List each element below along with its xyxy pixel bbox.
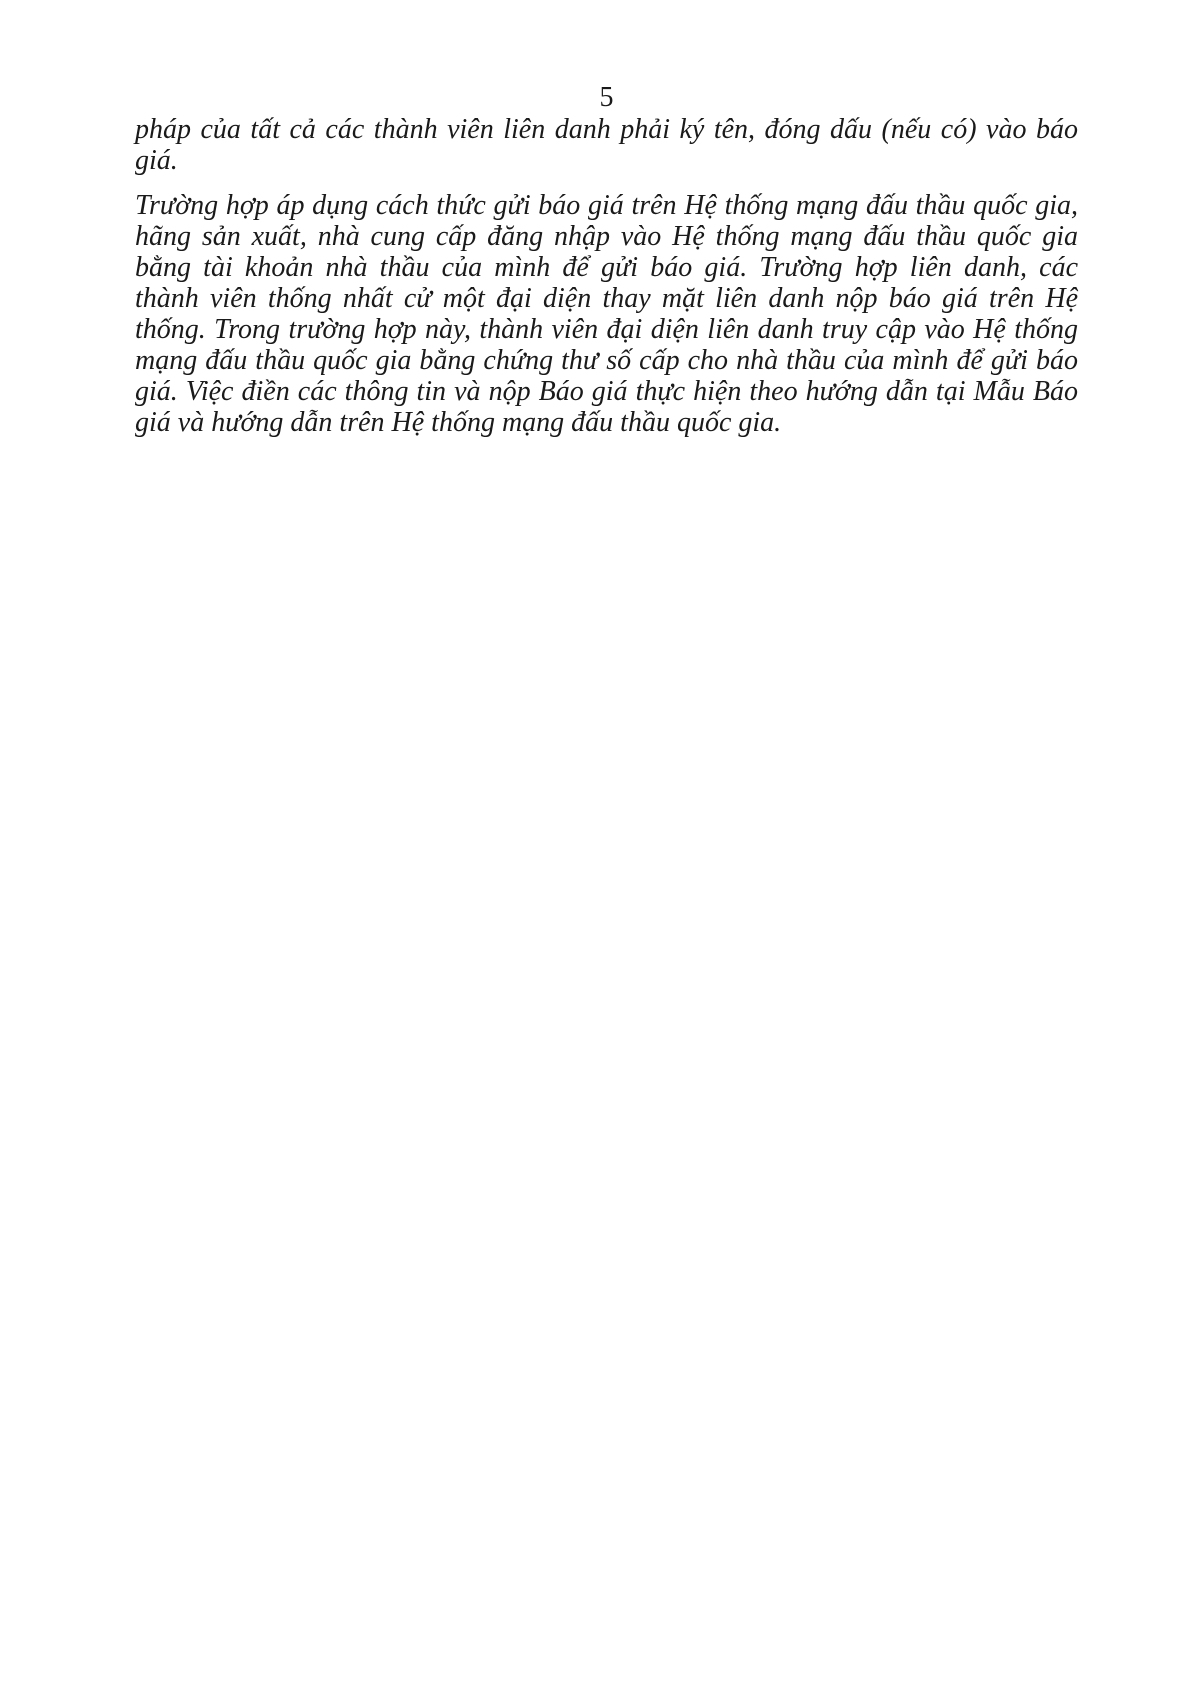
paragraph bbox=[135, 190, 1078, 438]
text-line: hãng sản xuất, nhà cung cấp đăng nhập vào Hệ thống mạng đấu thầu quốc gia bbox=[135, 221, 1078, 252]
text-line: pháp của tất cả các thành viên liên danh phải ký tên, đóng dấu (nếu có) vào báo bbox=[135, 114, 1078, 145]
page-body-text bbox=[135, 114, 1078, 438]
text-line: Trường hợp áp dụng cách thức gửi báo giá trên Hệ thống mạng đấu thầu quốc gia, bbox=[135, 190, 1078, 221]
text-line: giá và hướng dẫn trên Hệ thống mạng đấu thầu quốc gia. bbox=[135, 407, 782, 438]
page-number: 5 bbox=[599, 82, 614, 113]
text-line: thống. Trong trường hợp này, thành viên đại diện liên danh truy cập vào Hệ thống bbox=[135, 314, 1078, 345]
paragraph bbox=[135, 114, 1078, 176]
text-line: bằng tài khoản nhà thầu của mình để gửi báo giá. Trường hợp liên danh, các bbox=[135, 252, 1078, 283]
text-line: giá. bbox=[135, 145, 178, 176]
text-line: giá. Việc điền các thông tin và nộp Báo giá thực hiện theo hướng dẫn tại Mẫu Báo bbox=[135, 376, 1078, 407]
text-line: thành viên thống nhất cử một đại diện thay mặt liên danh nộp báo giá trên Hệ bbox=[135, 283, 1078, 314]
text-line: mạng đấu thầu quốc gia bằng chứng thư số cấp cho nhà thầu của mình để gửi báo bbox=[135, 345, 1078, 376]
